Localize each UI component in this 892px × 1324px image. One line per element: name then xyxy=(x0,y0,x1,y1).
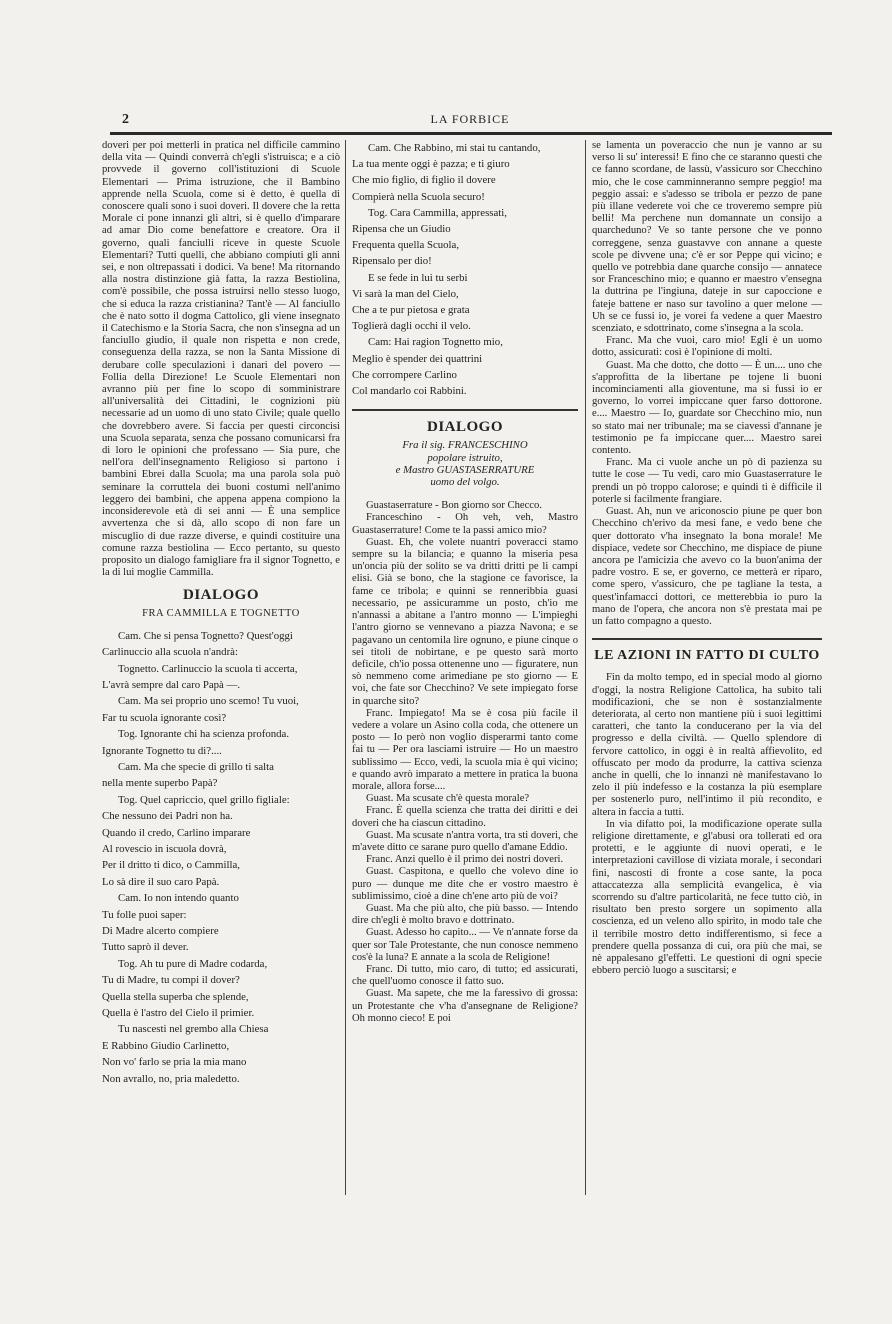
header-rule xyxy=(110,132,832,135)
verse-line: Tognetto. Carlinuccio la scuola ti accerta, xyxy=(118,662,298,675)
verse-line: Tu nascesti nel grembo alla Chiesa xyxy=(118,1023,269,1036)
paragraph: Guast. Ah, nun ve ariconoscio piune pe quer bon Checchino ch'erivo da mesi fane, e vedo bene che quer dottorato v'ha insegnato la bona morale! Me dispiace, vedete sor Checchino, me dispiace de piune ancora pe l'amicizia che avevo co la buon'anima der padre vostro. E se, er governo, ce metterà er riparo, come spero, v'assicuro, che pe tagliane la testa, a quest'infamacci dottori, ce metterebbia io puro la mano de l'opera, che ancora non s'è prestata mai pe un fatto compagno a questo. xyxy=(592,506,822,627)
verse-line: Ripensalo per dio! xyxy=(352,255,432,268)
verse-line: E Rabbino Giudio Carlinetto, xyxy=(102,1039,230,1052)
dialogo-subtitle: FRA CAMMILLA E TOGNETTO xyxy=(142,607,300,619)
column-3 xyxy=(592,140,822,977)
dialogo-title: DIALOGO xyxy=(426,419,503,436)
verse-line: Che a te pur pietosa e grata xyxy=(352,304,470,317)
paragraph: Franc. Impiegato! Ma se è cosa più facile il vedere a volare un Asino colla coda, che ottenere un posto — Io però non voglio disperarmi tanto come fai tu — Per ora lasciami istruire — Ho un maestro sublissimo — Ecco, vedi, la scuola mia è qui vicino; e quando avrò imparato a mettere in pratica la buona morale, allora forse.... xyxy=(352,707,578,792)
verse-line: Per il dritto ti dico, o Cammilla, xyxy=(102,859,240,872)
verse-line: Cam. Che Rabbino, mi stai tu cantando, xyxy=(368,142,541,154)
verse-line: Che nessuno dei Padri non ha. xyxy=(102,810,233,823)
verse-line: Non vo' farlo se pria la mia mano xyxy=(102,1056,247,1069)
verse-line: L'avrà sempre dal caro Papà —. xyxy=(102,678,241,691)
paragraph: Guast. Eh, che volete nuantri poveracci stamo sempre su la bilancia; e quanno la miseria pesa un'oncia più der solito se va dritti dritti pe li campi elisi. Già se bono, che la stagione ce favorisce, la fame ce tribola; e quinni se renneribbia guasi necessario, pe assicuramme un posto, ch'io me n'annassi a abitane a l'antro monno — L'impieghi l'antro giorno se vennevano a piazza Navona; e se pagavano un centomila lire ognuno, e piune cinque o sei titoli de nobirtane, e pe questo sarà morto deficile, ch'io possa ottenenne uno — figuratere, nun sò nemmeno come arimediane pe sto giorno — E voi, che fate sor Checchino? Ve sete impiegato forse in quarche sito? xyxy=(352,536,578,707)
verse-line: Tutto saprò il dever. xyxy=(102,941,189,954)
article-paragraph: doveri per poi metterli in pratica nel difficile cammino della vita — Quindi converrà ch'egli s'istruisca; e a ciò provvede il governo coll'istituzioni di Scuole Elementari — Prima istruzione, che il Bambino apprende nella Scuola, come si è detto, è quella di conoscere quali sono i suoi doveri. Il dovere che la retta Morale ci pone innanzi gli altri, si è quello d'imparare ad amar Dio come benefattore e creatore. Ora il governo, quali fanciulli riceve in queste Scuole Elementari? Tutti quelli, che abbiano compiuti gli anni sei, e non oltrepassati i dodici. Va bene! Ma ritornando alla nostra distinzione già fatta, la razza Bestiolina, com'è possibile, che possa istruirsi nello stesso luogo, che si educa la razza cristianina? Tant'è — Al fanciullo che è nato sotto il dogma Cattolico, gli viene insegnato il Catechismo e la Storia Sacra, che non s'insegna ad un fanciullo giudio, il quale non rispetta e non crede, conseguenza della razza, se non la Santa Missione di derubare colle speculazioni i danari del povero — Follia della Direzione! Le Scuole Elementari non avranno più per fine lo scopo di somministrare all'universalità dei Cittadini, le cognizioni più necessarie ad un uomo di uno stato Civile; quale quello che dovrebbero avere. Si faccia per questi circoncisi una Scuola separata, senza che possano comunicarsi fra di loro le opinioni che professano — Sia pure, che nell'ora dell'insegnamento Religioso si partono i bambini Ebrei dalla Scuola; ma una parola sola può seminare la corruttela dei buoni costumi nell'animo leggero dei bambini, che appena appena compiono la inconsiderevole età di sei anni — È una semplice avvertenza che si dà, allo scopo di non fare un miscuglio di due razze diverse, e quindi costituire una comune razza bestiolina — Ecco pertanto, su questo proposito un dialogo famigliare fra il signor Tognetto, e la di lui moglie Cammilla. xyxy=(102,140,340,579)
paragraph: Fin da molto tempo, ed in special modo al giorno d'oggi, la nostra Religione Cattolica, ha subito tali modificazioni, che se non è sostanzialmente deteriorata, al certo non mantiene più i suoi legittimi caratteri, che tanto la conducerano per la via del progresso e della civiltà. — Quello splendore di fervore cattolico, in oggi è in realtà affievolito, ed offuscato per modo da produrre, la cattiva scienza anche in quelli, che lo innanzi nè manifestavano lo zelo il più indefesso e la costanza la più esemplare per sostenerlo puro, nell'intimo il più recondito, e altera in faccia a tutti. xyxy=(592,672,822,818)
verse-line: E se fede in lui tu serbi xyxy=(368,271,468,284)
verse-line: Quando il credo, Carlino imparare xyxy=(102,826,251,839)
section-rule xyxy=(352,409,578,411)
paragraph: Guast. Ma scusate ch'è questa morale? xyxy=(366,793,530,805)
paragraph: Guast. Ma sapete, che me la faressivo di grossa: un Protestante che v'ha d'ansegnane de Religione? Oh monno cieco! E poi xyxy=(352,988,578,1024)
byline: uomo del volgo. xyxy=(430,476,500,489)
paragraph: Franceschino - Oh veh, veh, Mastro Guastaserrature! Come te la passi amico mio? xyxy=(352,512,578,536)
verse-line: Al rovescio in iscuola dovrà, xyxy=(102,843,227,855)
verse-line: Tu folle puoi saper: xyxy=(102,908,187,921)
byline: Fra il sig. FRANCESCHINO xyxy=(402,439,528,452)
section-rule xyxy=(592,638,822,640)
verse-line: Carlinuccio alla scuola n'andrà: xyxy=(102,646,238,659)
verse-line: Quella stella superba che splende, xyxy=(102,990,249,1003)
verse-line: La tua mente oggi è pazza; e ti giuro xyxy=(352,158,510,171)
page-header xyxy=(110,110,830,132)
byline: e Mastro GUASTASERRATURE xyxy=(395,463,535,476)
byline: popolare istruito, xyxy=(427,451,503,464)
paragraph: Guastaserrature - Bon giorno sor Checco. xyxy=(366,500,542,512)
verse-line: Cam. Ma che specie di grillo ti salta xyxy=(118,760,274,773)
verse-line: Vi sarà la man del Cielo, xyxy=(352,287,459,300)
page-number: 2 xyxy=(122,112,129,127)
verse-line: Col mandarlo coi Rabbini. xyxy=(352,385,467,398)
verse-line: Meglio è spender dei quattrini xyxy=(352,352,483,365)
paragraph: Guast. Ma che più alto, che più basso. — Intendo dire ch'egli è molto bravo e dottrinato. xyxy=(352,902,578,927)
verse-line: Far tu scuola ignorante così? xyxy=(102,711,227,724)
verse-block xyxy=(352,140,578,399)
column-2 xyxy=(352,140,578,1025)
dialogo-title: DIALOGO xyxy=(182,587,259,604)
verse-line: Ripensa che un Giudio xyxy=(352,223,451,236)
paragraph: Franc. Anzi quello è il primo dei nostri doveri. xyxy=(366,854,564,866)
verse-line: Toglierà dagli occhi il velo. xyxy=(352,320,471,333)
verse-line: Lo sà dire il suo caro Papà. xyxy=(102,875,220,888)
verse-line: Non avrallo, no, pria maledetto. xyxy=(102,1072,240,1085)
column-divider xyxy=(345,140,346,1195)
verse-line: Compierà nella Scuola securo! xyxy=(352,190,485,203)
verse-line: Tu di Madre, tu compi il dover? xyxy=(102,974,240,987)
paragraph: Guast. Ma che dotto, che dotto — È un.... uno che s'approfitta de la libertane pe tojene li buoni incominciamenti alla gioventune, ma si fussi io er governo, lo vorrei impiccane quer farso dottorone. e.... Maestro — Io, guardate sor Checchino mio, nun so stato mai ner tribunale; ma se ciavessi d'annane je testimonio pe fa impiccane quer.... Maestro sarei contento. xyxy=(592,359,822,457)
verse-line: Frequenta quella Scuola, xyxy=(352,239,460,252)
paragraph: Franc. Ma che vuoi, caro mio! Egli è un uomo dotto, assicurati: così è l'opinione di molti. xyxy=(592,335,822,359)
paragraph: Guast. Adesso ho capito... — Ve n'annate forse da quer sor Tale Protestante, che nun conosce nemmeno cos'è la luna? E annate a la scola de Religione! xyxy=(352,927,578,963)
verse-line: Che corrompere Carlino xyxy=(352,368,457,381)
paragraph: Franc. È quella scienza che tratta dei diritti e dei doveri che ha ciascun cittadino. xyxy=(352,805,578,829)
verse-line: Di Madre alcerto compiere xyxy=(102,925,219,938)
verse-line: Tog. Ignorante chi ha scienza profonda. xyxy=(118,728,290,741)
dialogue-body xyxy=(352,500,578,1025)
verse-line: Cam: Hai ragion Tognetto mio, xyxy=(368,336,503,349)
section-title: LE AZIONI IN FATTO DI CULTO xyxy=(594,648,820,664)
verse-line: Cam. Che si pensa Tognetto? Quest'oggi xyxy=(118,629,293,642)
verse-line: Tog. Cara Cammilla, appressati, xyxy=(368,206,507,219)
verse-line: Tog. Ah tu pure di Madre codarda, xyxy=(118,957,268,970)
verse-line: Tog. Quel capriccio, quel grillo figliale: xyxy=(118,793,290,806)
running-title: LA FORBICE xyxy=(430,112,510,126)
paragraph: Franc. Di tutto, mio caro, di tutto; ed assicurati, che quell'uomo conosce il fatto suo. xyxy=(352,963,578,988)
dialogue-body xyxy=(592,140,822,628)
verse-line: Cam. Ma sei proprio uno scemo! Tu vuoi, xyxy=(118,695,299,708)
verse-line: Cam. Io non intendo quanto xyxy=(118,892,239,905)
verse-line: Ignorante Tognetto tu di?.... xyxy=(102,744,222,757)
paragraph: Guast. Ma scusate n'antra vorta, tra sti doveri, che m'avete ditto ce sarane puro quello d'amane Eddio. xyxy=(352,829,578,853)
verse-line: nella mente superbo Papà? xyxy=(102,777,218,790)
article-body xyxy=(592,672,822,977)
paragraph: In via difatto poi, la modificazione operate sulla religione direttamente, e gl'abusi ora tollerati ed ora protetti, e le aggiunte di nuovi operati, e le interpretazioni cavillose di viziata morale, i secondari fini, nascosti di fronte a cose sante, la poca attaccatezza alla semplicità evangelica, è via scorrendo su d'altre particolarità, ne fece tutto ciò, in risultato ben presto sorgere un sopimento alla coscienza, ed un veleno allo spirito, in modo tale che il terribile mostro detto indifferentismo, si fece a prendere quella possanza di cui, ora più che mai, se nè appalesano gl'effetti. Le questioni di ogni specie ebbero perciò luogo a suscitarsi; e xyxy=(592,818,822,977)
verse-block xyxy=(102,628,340,1087)
column-divider xyxy=(585,140,586,1195)
paragraph: Franc. Ma ci vuole anche un pò di pazienza su tutte le cose — Tu vedi, caro mio Guastaserrature le prendi un pò troppo calorose; e quindi ti è difficile il poterle si facilmente frangiare. xyxy=(592,457,822,505)
paragraph: Guast. Caspitona, e quello che volevo dine io puro — dunque me dite che er vostro maestro è sublimissimo, cioè a dine ch'ene arto più de voi? xyxy=(352,866,578,902)
verse-line: Quella è l'astro del Cielo il primier. xyxy=(102,1007,255,1020)
paragraph: se lamenta un poveraccio che nun je vanno ar su verso li su' interessi! E fino che ce staranno questi che ce fanno scordane, de lassù, v'assicuro sor Checchino mio, che le cose camminneranno sempre peggio! ma peggio assai: e s'adesso se tribola er pezzo de pane più illane vederete voi che ce troveremo sempre più belli! Ma perchene nun domannate un consijo a quarcheduno? Ve so tante persone che ve ponno correggene, senza guastavve con annane a queste scole pe divvene una; c'è er sor Peppe qui vicino; e quello ve potrebbia dane quarche consijo — annatece sor Franceschino mio; e quanno er maestro v'ensegna la duttrina pe l'ingiuna, dateje in sur capoccione e fateje battene er naso sur tavolino a quer melone — Uh se ce fussi io, je vorei fa vedene a quer Maestro scenziato, e sdottrinato, come s'insegna a la scola. xyxy=(592,140,822,335)
column-1 xyxy=(102,140,340,1087)
verse-line: Che mio figlio, di figlio il dovere xyxy=(352,174,496,187)
